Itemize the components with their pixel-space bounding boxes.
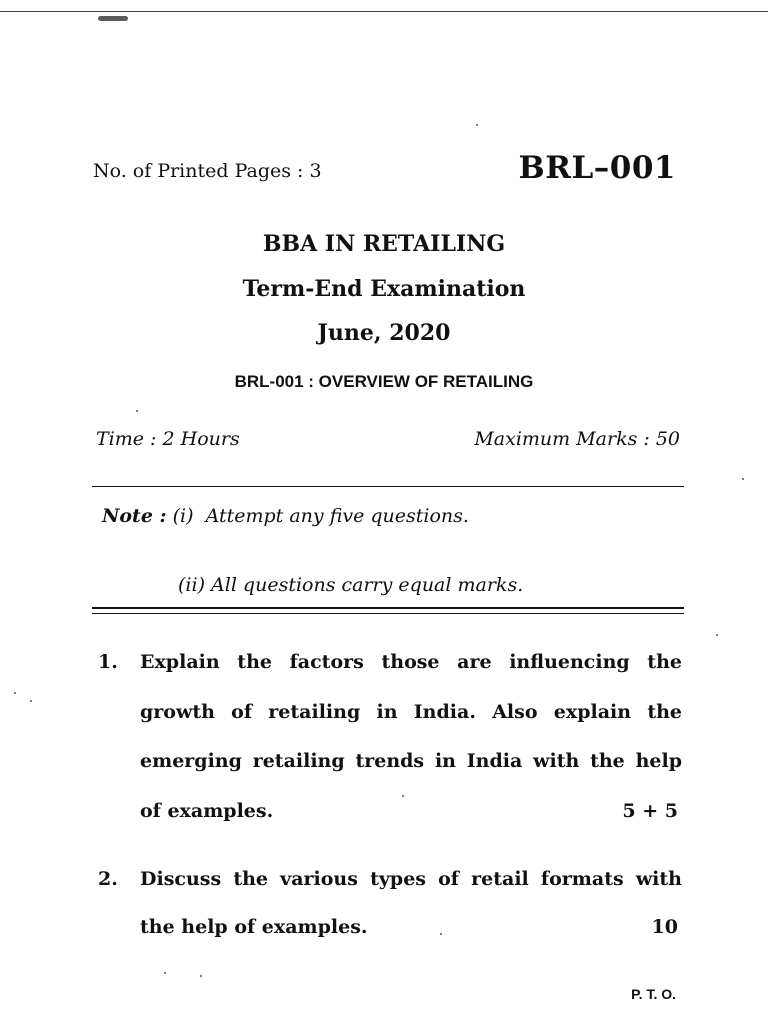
question-2-line-2: the help of examples. [140,916,368,938]
double-divider-bottom [92,613,684,614]
note-item-1-number: (i) [172,505,194,527]
scan-speck [402,795,404,797]
question-2-line-1: Discuss the various types of retail formats with [140,868,682,890]
scan-speck [164,972,166,974]
note-item-1-text: Attempt any five questions. [205,505,469,527]
scan-speck [476,124,478,126]
double-divider-top [92,607,684,609]
please-turn-over: P. T. O. [631,986,676,1002]
exam-title: Term-End Examination [242,276,526,302]
printed-pages: No. of Printed Pages : 3 [93,160,322,182]
question-1-line-2: growth of retailing in India. Also explain the [140,701,682,723]
scan-speck [30,700,32,702]
maximum-marks: Maximum Marks : 50 [474,428,680,450]
note-label: Note : [102,505,167,527]
question-1-line-3: emerging retailing trends in India with the help [140,750,682,772]
scan-speck [136,410,138,412]
time-allowed: Time : 2 Hours [96,428,240,450]
scan-speck [716,634,718,636]
question-1-line-1: Explain the factors those are influencing the [140,651,682,673]
programme-title: BBA IN RETAILING [262,231,506,257]
note-line-1 [102,505,469,527]
scan-speck [200,975,202,977]
question-2-number: 2. [98,868,118,890]
exam-date: June, 2020 [317,320,451,346]
top-border-line [0,11,768,12]
scan-speck [440,933,442,935]
paper-code: BRL–001 [518,150,676,186]
course-title: BRL-001 : OVERVIEW OF RETAILING [234,372,534,391]
question-2-marks: 10 [651,916,678,938]
question-1-number: 1. [98,651,118,673]
divider [92,486,684,487]
scan-speck [14,692,16,694]
scan-speck [742,478,744,480]
question-1-marks: 5 + 5 [622,800,678,822]
scan-mark [98,16,128,21]
question-1-line-4: of examples. [140,800,274,822]
note-line-2: (ii) All questions carry equal marks. [178,574,524,596]
